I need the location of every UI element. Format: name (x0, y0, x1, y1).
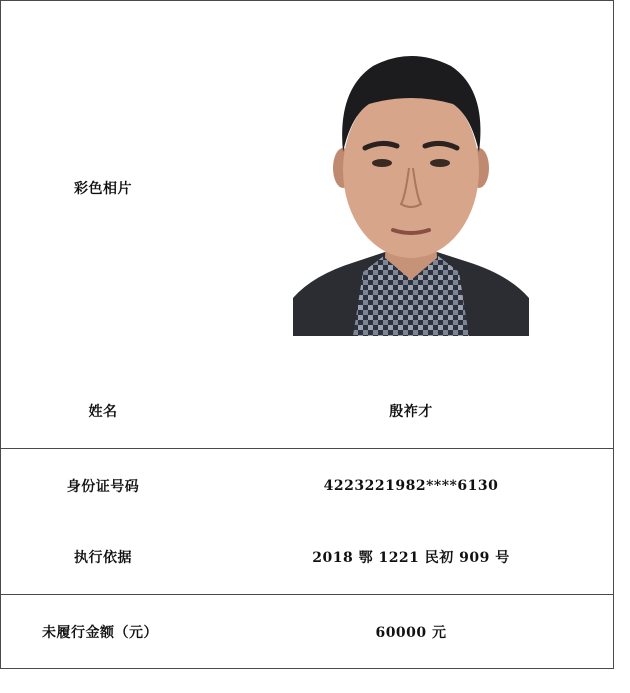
id-number-value: 4223221982****6130 (323, 478, 499, 494)
basis-label: 执行依据 (74, 550, 132, 566)
name-label: 姓名 (88, 404, 118, 420)
name-value: 殷祚才 (389, 404, 433, 420)
amount-label: 未履行金额（元） (42, 625, 158, 641)
id-number-label: 身份证号码 (66, 479, 140, 495)
amount-value: 60000 元 (375, 625, 447, 641)
row-divider (0, 448, 614, 449)
photo-label: 彩色相片 (74, 181, 132, 197)
row-divider (0, 594, 614, 595)
basis-value: 2018 鄂 1221 民初 909 号 (312, 550, 510, 566)
portrait-photo (293, 40, 529, 336)
